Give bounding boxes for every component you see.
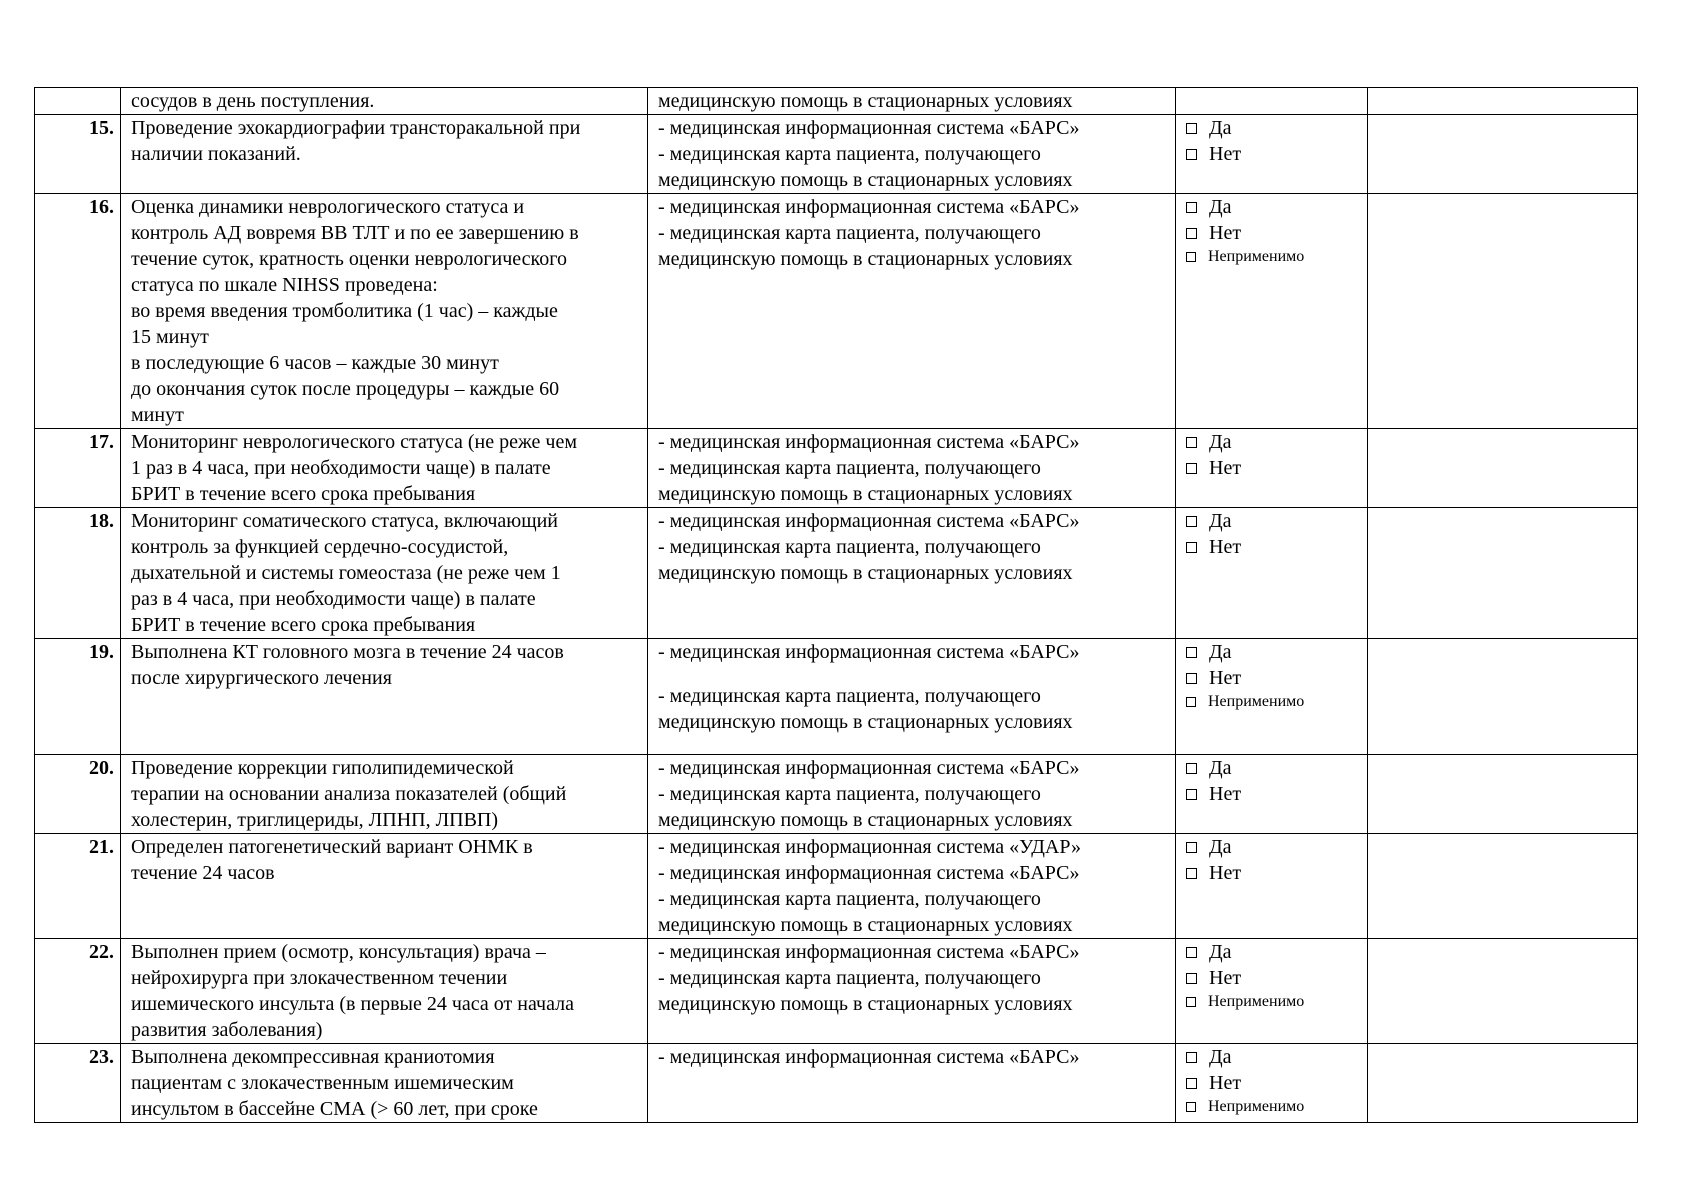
answer-option[interactable] bbox=[1186, 834, 1361, 860]
source-cell bbox=[648, 115, 1176, 194]
criterion-text: статуса по шкале NIHSS проведена: bbox=[131, 274, 438, 296]
criterion-text: развития заболевания) bbox=[131, 1019, 323, 1041]
criterion-text: контроль за функцией сердечно-сосудистой, bbox=[131, 536, 509, 558]
comment-cell bbox=[1368, 939, 1638, 1044]
comment-cell bbox=[1368, 88, 1638, 115]
source-text: - медицинская информационная система «БАРС» bbox=[658, 196, 1080, 218]
item-number: 15. bbox=[35, 115, 121, 194]
source-text: - медицинская карта пациента, получающего bbox=[658, 783, 1041, 805]
checkbox-icon[interactable] bbox=[1186, 673, 1197, 684]
criterion-text: Выполнена декомпрессивная краниотомия bbox=[131, 1046, 495, 1068]
comment-cell bbox=[1368, 194, 1638, 429]
answer-label: Неприменимо bbox=[1208, 693, 1305, 710]
source-text: медицинскую помощь в стационарных условиях bbox=[658, 914, 1073, 936]
item-number bbox=[35, 88, 121, 115]
comment-cell bbox=[1368, 834, 1638, 939]
item-number: 16. bbox=[35, 194, 121, 429]
checkbox-icon[interactable] bbox=[1186, 763, 1197, 774]
answer-option[interactable] bbox=[1186, 246, 1361, 268]
criterion-text: после хирургического лечения bbox=[131, 667, 392, 689]
criterion-text: контроль АД вовремя ВВ ТЛТ и по ее завершению в bbox=[131, 222, 579, 244]
source-text: - медицинская информационная система «БАРС» bbox=[658, 757, 1080, 779]
criterion-text: наличии показаний. bbox=[131, 143, 301, 165]
source-text: - медицинская информационная система «БАРС» bbox=[658, 941, 1080, 963]
criterion-text: БРИТ в течение всего срока пребывания bbox=[131, 614, 476, 636]
criterion-cell bbox=[121, 755, 648, 834]
criterion-text: во время введения тромболитика (1 час) – каждые bbox=[131, 300, 558, 322]
answer-option[interactable] bbox=[1186, 939, 1361, 965]
answer-option[interactable] bbox=[1186, 1096, 1361, 1118]
answer-cell bbox=[1176, 939, 1368, 1044]
answer-label: Нет bbox=[1209, 783, 1242, 805]
source-cell bbox=[648, 939, 1176, 1044]
criterion-cell bbox=[121, 1044, 648, 1123]
answer-cell bbox=[1176, 88, 1368, 115]
checklist-table bbox=[34, 87, 1638, 1123]
answer-label: Неприменимо bbox=[1208, 1098, 1305, 1115]
source-text: медицинскую помощь в стационарных условиях bbox=[658, 90, 1073, 112]
answer-option[interactable] bbox=[1186, 639, 1361, 665]
source-text: - медицинская карта пациента, получающего bbox=[658, 967, 1041, 989]
answer-label: Да bbox=[1209, 117, 1232, 139]
table-row bbox=[35, 939, 1638, 1044]
criterion-cell bbox=[121, 194, 648, 429]
answer-cell bbox=[1176, 834, 1368, 939]
criterion-text: терапии на основании анализа показателей (общий bbox=[131, 783, 567, 805]
answer-option[interactable] bbox=[1186, 665, 1361, 691]
answer-cell bbox=[1176, 194, 1368, 429]
answer-label: Да bbox=[1209, 1046, 1232, 1068]
source-text: - медицинская карта пациента, получающего bbox=[658, 457, 1041, 479]
criterion-text: 1 раз в 4 часа, при необходимости чаще) в палате bbox=[131, 457, 551, 479]
criterion-text: холестерин, триглицериды, ЛПНП, ЛПВП) bbox=[131, 809, 499, 831]
answer-option[interactable] bbox=[1186, 534, 1361, 560]
source-text: медицинскую помощь в стационарных условиях bbox=[658, 809, 1073, 831]
checkbox-icon[interactable] bbox=[1186, 868, 1197, 879]
source-cell bbox=[648, 755, 1176, 834]
source-text: медицинскую помощь в стационарных условиях bbox=[658, 248, 1073, 270]
checkbox-icon[interactable] bbox=[1186, 789, 1197, 800]
answer-cell bbox=[1176, 429, 1368, 508]
criterion-text: течение суток, кратность оценки неврологического bbox=[131, 248, 567, 270]
answer-cell bbox=[1176, 755, 1368, 834]
answer-label: Да bbox=[1209, 641, 1232, 663]
source-text: - медицинская карта пациента, получающего bbox=[658, 888, 1041, 910]
checkbox-icon[interactable] bbox=[1186, 647, 1197, 658]
item-number: 19. bbox=[35, 639, 121, 755]
checkbox-icon[interactable] bbox=[1186, 463, 1197, 474]
item-number: 23. bbox=[35, 1044, 121, 1123]
checkbox-icon[interactable] bbox=[1186, 202, 1197, 213]
answer-label: Нет bbox=[1209, 667, 1242, 689]
answer-label: Нет bbox=[1209, 1072, 1242, 1094]
comment-cell bbox=[1368, 639, 1638, 755]
answer-option[interactable] bbox=[1186, 141, 1361, 167]
criterion-text: Определен патогенетический вариант ОНМК в bbox=[131, 836, 533, 858]
source-text: - медицинская информационная система «БАРС» bbox=[658, 117, 1080, 139]
criterion-cell bbox=[121, 508, 648, 639]
source-text: - медицинская карта пациента, получающего bbox=[658, 685, 1041, 707]
answer-label: Неприменимо bbox=[1208, 993, 1305, 1010]
criterion-text: нейрохирурга при злокачественном течении bbox=[131, 967, 508, 989]
criterion-text: пациентам с злокачественным ишемическим bbox=[131, 1072, 514, 1094]
checkbox-icon[interactable] bbox=[1186, 149, 1197, 160]
comment-cell bbox=[1368, 429, 1638, 508]
table-row bbox=[35, 88, 1638, 115]
source-cell bbox=[648, 639, 1176, 755]
answer-option[interactable] bbox=[1186, 429, 1361, 455]
answer-label: Да bbox=[1209, 196, 1232, 218]
criterion-text: сосудов в день поступления. bbox=[131, 90, 375, 112]
checkbox-icon[interactable] bbox=[1186, 437, 1197, 448]
source-text: медицинскую помощь в стационарных условиях bbox=[658, 169, 1073, 191]
checkbox-icon[interactable] bbox=[1186, 1078, 1197, 1089]
criterion-text: ишемического инсульта (в первые 24 часа от начала bbox=[131, 993, 574, 1015]
source-text: медицинскую помощь в стационарных условиях bbox=[658, 562, 1073, 584]
answer-option[interactable] bbox=[1186, 220, 1361, 246]
criterion-text: Выполнена КТ головного мозга в течение 24 часов bbox=[131, 641, 564, 663]
source-text: - медицинская информационная система «БАРС» bbox=[658, 431, 1080, 453]
table-row bbox=[35, 639, 1638, 755]
source-text: - медицинская карта пациента, получающего bbox=[658, 536, 1041, 558]
criterion-text: дыхательной и системы гомеостаза (не реже чем 1 bbox=[131, 562, 561, 584]
criterion-text: раз в 4 часа, при необходимости чаще) в палате bbox=[131, 588, 536, 610]
source-text: - медицинская информационная система «УДАР» bbox=[658, 836, 1081, 858]
answer-label: Да bbox=[1209, 941, 1232, 963]
source-cell bbox=[648, 834, 1176, 939]
checkbox-icon[interactable] bbox=[1186, 252, 1196, 262]
table-row bbox=[35, 834, 1638, 939]
checkbox-icon[interactable] bbox=[1186, 947, 1197, 958]
source-cell bbox=[648, 429, 1176, 508]
answer-label: Нет bbox=[1209, 457, 1242, 479]
criterion-text: Выполнен прием (осмотр, консультация) врача – bbox=[131, 941, 546, 963]
comment-cell bbox=[1368, 115, 1638, 194]
checkbox-icon[interactable] bbox=[1186, 1052, 1197, 1063]
checklist-body bbox=[35, 88, 1638, 1123]
answer-label: Нет bbox=[1209, 222, 1242, 244]
answer-label: Нет bbox=[1209, 967, 1242, 989]
answer-option[interactable] bbox=[1186, 508, 1361, 534]
item-number: 17. bbox=[35, 429, 121, 508]
checkbox-icon[interactable] bbox=[1186, 697, 1196, 707]
answer-label: Да bbox=[1209, 836, 1232, 858]
answer-option[interactable] bbox=[1186, 1070, 1361, 1096]
item-number: 22. bbox=[35, 939, 121, 1044]
item-number: 18. bbox=[35, 508, 121, 639]
answer-option[interactable] bbox=[1186, 1044, 1361, 1070]
criterion-text: Оценка динамики неврологического статуса и bbox=[131, 196, 525, 218]
source-text bbox=[658, 665, 1169, 683]
table-row bbox=[35, 194, 1638, 429]
answer-option[interactable] bbox=[1186, 755, 1361, 781]
source-text: - медицинская карта пациента, получающего bbox=[658, 143, 1041, 165]
answer-label: Нет bbox=[1209, 862, 1242, 884]
source-text: медицинскую помощь в стационарных условиях bbox=[658, 483, 1073, 505]
answer-option[interactable] bbox=[1186, 860, 1361, 886]
source-text: - медицинская информационная система «БАРС» bbox=[658, 641, 1080, 663]
criterion-cell bbox=[121, 939, 648, 1044]
source-cell bbox=[648, 508, 1176, 639]
source-cell bbox=[648, 194, 1176, 429]
checkbox-icon[interactable] bbox=[1186, 542, 1197, 553]
table-row bbox=[35, 508, 1638, 639]
criterion-cell bbox=[121, 115, 648, 194]
checkbox-icon[interactable] bbox=[1186, 123, 1197, 134]
source-text: - медицинская информационная система «БАРС» bbox=[658, 1046, 1080, 1068]
answer-label: Да bbox=[1209, 510, 1232, 532]
criterion-cell bbox=[121, 429, 648, 508]
source-text: - медицинская карта пациента, получающего bbox=[658, 222, 1041, 244]
item-number: 21. bbox=[35, 834, 121, 939]
answer-label: Да bbox=[1209, 757, 1232, 779]
checkbox-icon[interactable] bbox=[1186, 516, 1197, 527]
answer-label: Нет bbox=[1209, 143, 1242, 165]
criterion-text: 15 минут bbox=[131, 326, 209, 348]
source-text: медицинскую помощь в стационарных условиях bbox=[658, 711, 1073, 733]
answer-label: Неприменимо bbox=[1208, 248, 1305, 265]
item-number: 20. bbox=[35, 755, 121, 834]
answer-option[interactable] bbox=[1186, 194, 1361, 220]
source-text: медицинскую помощь в стационарных условиях bbox=[658, 993, 1073, 1015]
criterion-text: Мониторинг соматического статуса, включающий bbox=[131, 510, 559, 532]
answer-cell bbox=[1176, 508, 1368, 639]
comment-cell bbox=[1368, 508, 1638, 639]
checkbox-icon[interactable] bbox=[1186, 842, 1197, 853]
answer-option[interactable] bbox=[1186, 991, 1361, 1013]
criterion-text: минут bbox=[131, 404, 184, 426]
criterion-text: Мониторинг неврологического статуса (не реже чем bbox=[131, 431, 577, 453]
answer-option[interactable] bbox=[1186, 781, 1361, 807]
checkbox-icon[interactable] bbox=[1186, 1102, 1196, 1112]
comment-cell bbox=[1368, 755, 1638, 834]
source-text: - медицинская информационная система «БАРС» bbox=[658, 862, 1080, 884]
source-text: - медицинская информационная система «БАРС» bbox=[658, 510, 1080, 532]
checkbox-icon[interactable] bbox=[1186, 228, 1197, 239]
answer-option[interactable] bbox=[1186, 691, 1361, 713]
answer-option[interactable] bbox=[1186, 455, 1361, 481]
answer-label: Да bbox=[1209, 431, 1232, 453]
table-row bbox=[35, 1044, 1638, 1123]
criterion-text: в последующие 6 часов – каждые 30 минут bbox=[131, 352, 499, 374]
checkbox-icon[interactable] bbox=[1186, 997, 1196, 1007]
answer-label: Нет bbox=[1209, 536, 1242, 558]
criterion-cell bbox=[121, 639, 648, 755]
criterion-text: Проведение коррекции гиполипидемической bbox=[131, 757, 514, 779]
source-cell bbox=[648, 1044, 1176, 1123]
answer-cell bbox=[1176, 115, 1368, 194]
criterion-cell bbox=[121, 88, 648, 115]
table-row bbox=[35, 115, 1638, 194]
answer-option[interactable] bbox=[1186, 965, 1361, 991]
criterion-cell bbox=[121, 834, 648, 939]
criterion-text: инсультом в бассейне СМА (> 60 лет, при сроке bbox=[131, 1098, 538, 1120]
comment-cell bbox=[1368, 1044, 1638, 1123]
criterion-text: до окончания суток после процедуры – каждые 60 bbox=[131, 378, 560, 400]
answer-cell bbox=[1176, 639, 1368, 755]
criterion-text: течение 24 часов bbox=[131, 862, 275, 884]
checkbox-icon[interactable] bbox=[1186, 973, 1197, 984]
table-row bbox=[35, 429, 1638, 508]
table-row bbox=[35, 755, 1638, 834]
criterion-text: БРИТ в течение всего срока пребывания bbox=[131, 483, 476, 505]
source-cell bbox=[648, 88, 1176, 115]
criterion-text: Проведение эхокардиографии трансторакальной при bbox=[131, 117, 581, 139]
answer-cell bbox=[1176, 1044, 1368, 1123]
answer-option[interactable] bbox=[1186, 115, 1361, 141]
